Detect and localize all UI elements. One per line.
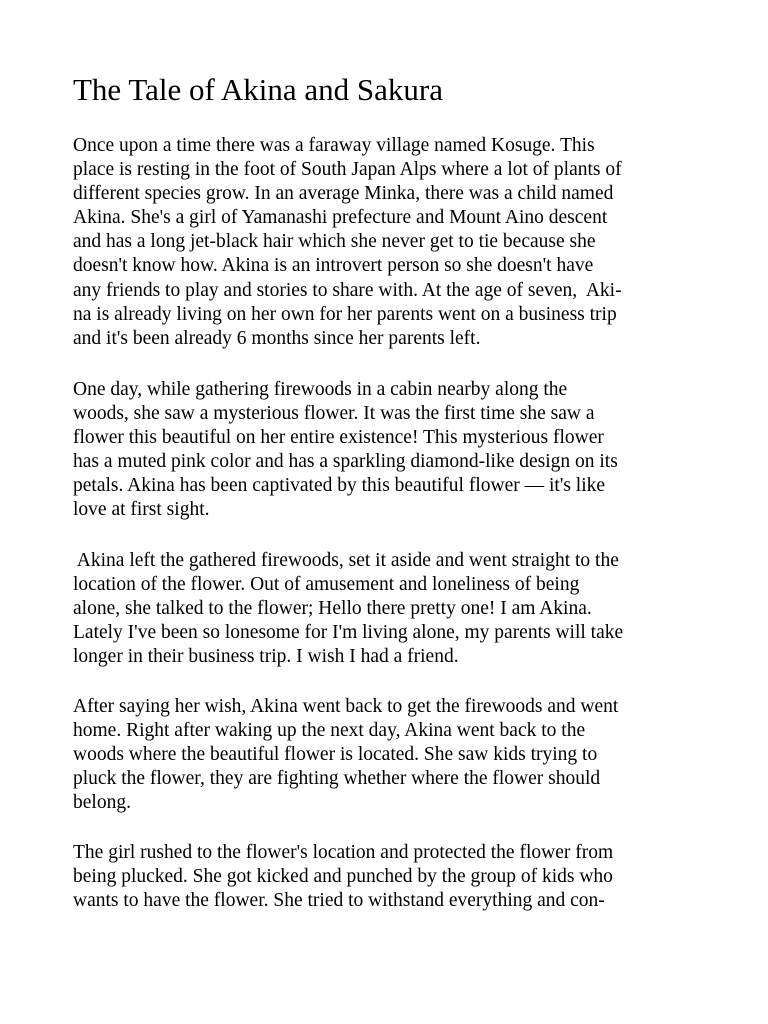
text-line: Akina left the gathered firewoods, set it aside and went straight to the bbox=[73, 550, 619, 571]
text-line: flower this beautiful on her entire existence! This mysterious flower bbox=[73, 427, 604, 449]
text-line: and it's been already 6 months since her parents left. bbox=[73, 327, 481, 349]
text-line: Lately I've been so lonesome for I'm living alone, my parents will take bbox=[73, 622, 624, 644]
text-line: different species grow. In an average Minka, there was a child named bbox=[73, 183, 614, 205]
text-line: place is resting in the foot of South Japan Alps where a lot of plants of bbox=[73, 159, 622, 181]
text-line: any friends to play and stories to share with. At the age of seven, Aki- bbox=[73, 279, 622, 301]
text-line: has a muted pink color and has a sparkling diamond-like design on its bbox=[73, 451, 618, 473]
text-line: and has a long jet-black hair which she never get to tie because she bbox=[73, 231, 596, 253]
paragraph-1 bbox=[73, 134, 622, 351]
text-line: woods where the beautiful flower is located. She saw kids trying to bbox=[73, 744, 598, 766]
text-line: na is already living on her own for her parents went on a business trip bbox=[73, 303, 617, 325]
document-title: The Tale of Akina and Sakura bbox=[73, 72, 444, 107]
text-line: belong. bbox=[73, 792, 131, 814]
text-line: Once upon a time there was a faraway village named Kosuge. This bbox=[73, 135, 595, 156]
text-line: After saying her wish, Akina went back to get the firewoods and went bbox=[73, 696, 619, 717]
paragraph-4 bbox=[73, 695, 618, 815]
paragraph-3 bbox=[73, 549, 623, 669]
text-line: wants to have the flower. She tried to withstand everything and con- bbox=[73, 890, 605, 912]
text-line: doesn't know how. Akina is an introvert person so she doesn't have bbox=[73, 255, 594, 277]
text-line: petals. Akina has been captivated by this beautiful flower — it's like bbox=[73, 475, 606, 497]
paragraph-2 bbox=[73, 378, 618, 523]
text-line: The girl rushed to the flower's location and protected the flower from bbox=[73, 842, 614, 863]
text-line: love at first sight. bbox=[73, 499, 210, 521]
text-line: Akina. She's a girl of Yamanashi prefecture and Mount Aino descent bbox=[73, 207, 608, 229]
text-line: One day, while gathering firewoods in a cabin nearby along the bbox=[73, 379, 568, 400]
text-line: longer in their business trip. I wish I had a friend. bbox=[73, 646, 459, 668]
text-line: alone, she talked to the flower; Hello there pretty one! I am Akina. bbox=[73, 598, 592, 620]
text-line: location of the flower. Out of amusement and loneliness of being bbox=[73, 574, 580, 596]
text-line: pluck the flower, they are fighting whether where the flower should bbox=[73, 768, 601, 790]
text-line: home. Right after waking up the next day, Akina went back to the bbox=[73, 720, 586, 742]
text-line: woods, she saw a mysterious flower. It was the first time she saw a bbox=[73, 403, 595, 425]
paragraph-5 bbox=[73, 841, 613, 913]
text-line: being plucked. She got kicked and punched by the group of kids who bbox=[73, 866, 613, 888]
